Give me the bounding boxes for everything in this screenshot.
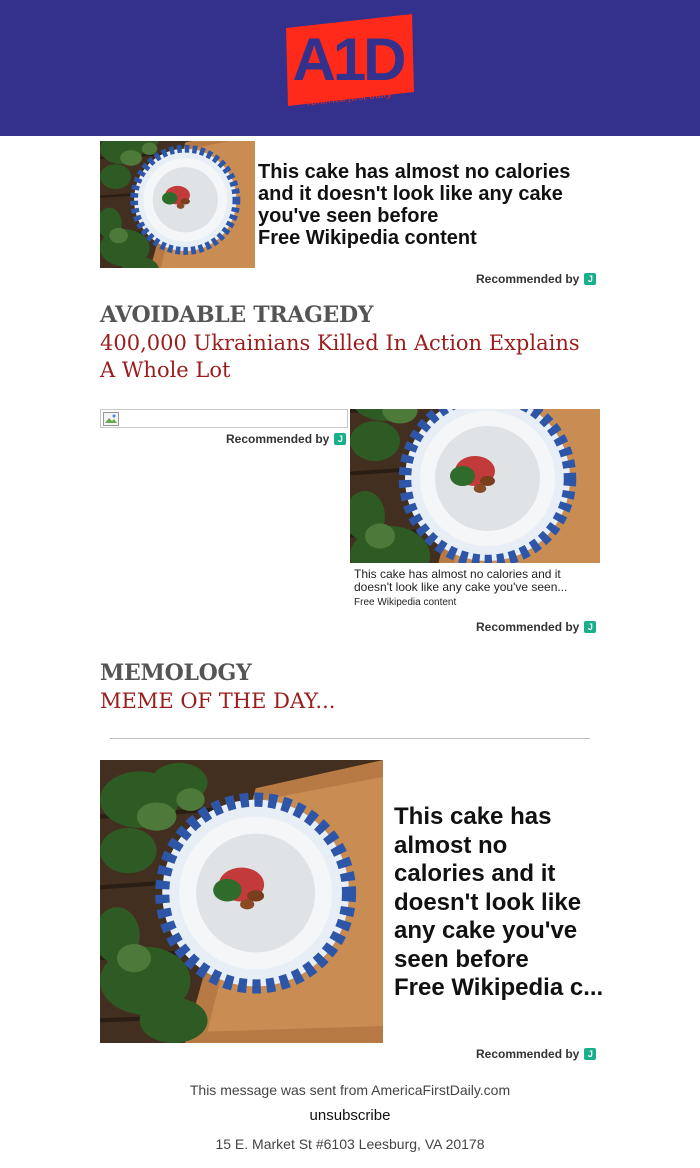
a1d-logo[interactable] — [284, 14, 416, 108]
broken-image[interactable] — [100, 409, 348, 428]
ad-headline-line: This cake has almost no calories — [258, 161, 571, 183]
svg-text:A1D: A1D — [292, 26, 404, 93]
ad-headline-line: doesn't look like — [394, 888, 582, 916]
jeeng-icon: J — [334, 433, 346, 445]
recommended-by-label: Recommended by — [476, 620, 580, 634]
ad-image[interactable] — [100, 760, 383, 1043]
jeeng-icon: J — [584, 273, 596, 285]
recommended-by-link[interactable] — [476, 620, 596, 634]
recommended-by-label: Recommended by — [476, 272, 580, 286]
jeeng-icon: J — [584, 621, 596, 633]
ad-source: Free Wikipedia c... — [394, 974, 604, 1001]
ad-headline[interactable] — [394, 803, 604, 1003]
ad-headline-line: calories and it — [394, 860, 556, 887]
recommended-by-link[interactable] — [476, 1047, 596, 1061]
footer-sent-notice: This message was sent from AmericaFirstDaily.com — [189, 1082, 511, 1098]
footer-address: 15 E. Market St #6103 Leesburg, VA 20178 — [215, 1136, 485, 1152]
ad-headline-line: any cake you've — [394, 917, 578, 944]
ad-headline[interactable]: This cake has almost no calories and it doesn't look like any cake you've seen... — [354, 567, 568, 594]
ad-headline-line: you've seen before — [258, 205, 439, 227]
svg-text:America first daily: America first daily — [307, 89, 393, 108]
ad-headline-line: This cake has — [394, 803, 552, 830]
recommended-by-link[interactable] — [476, 272, 596, 286]
ad-image[interactable] — [350, 409, 600, 563]
recommended-by-link[interactable] — [226, 432, 346, 446]
broken-image-icon — [103, 412, 119, 426]
section-title: AVOIDABLE TRAGEDY — [100, 302, 374, 328]
email-header — [0, 0, 700, 136]
ad-source: Free Wikipedia content — [258, 227, 477, 249]
ad-headline-line: seen before — [394, 945, 529, 973]
article-link[interactable]: 400,000 Ukrainians Killed In Action Explains A Whole Lot — [100, 331, 580, 382]
recommended-by-label: Recommended by — [476, 1047, 580, 1061]
article-link[interactable]: MEME OF THE DAY... — [100, 689, 336, 713]
recommended-by-label: Recommended by — [226, 432, 330, 446]
section-title: MEMOLOGY — [100, 660, 252, 686]
jeeng-icon: J — [584, 1048, 596, 1060]
ad-image[interactable] — [100, 141, 255, 268]
ad-headline-line: and it doesn't look like any cake — [258, 183, 563, 205]
unsubscribe-link[interactable]: unsubscribe — [309, 1107, 391, 1124]
ad-headline[interactable] — [258, 161, 588, 249]
ad-source: Free Wikipedia content — [354, 597, 457, 608]
divider — [110, 738, 590, 739]
ad-headline-line: almost no — [394, 831, 508, 859]
